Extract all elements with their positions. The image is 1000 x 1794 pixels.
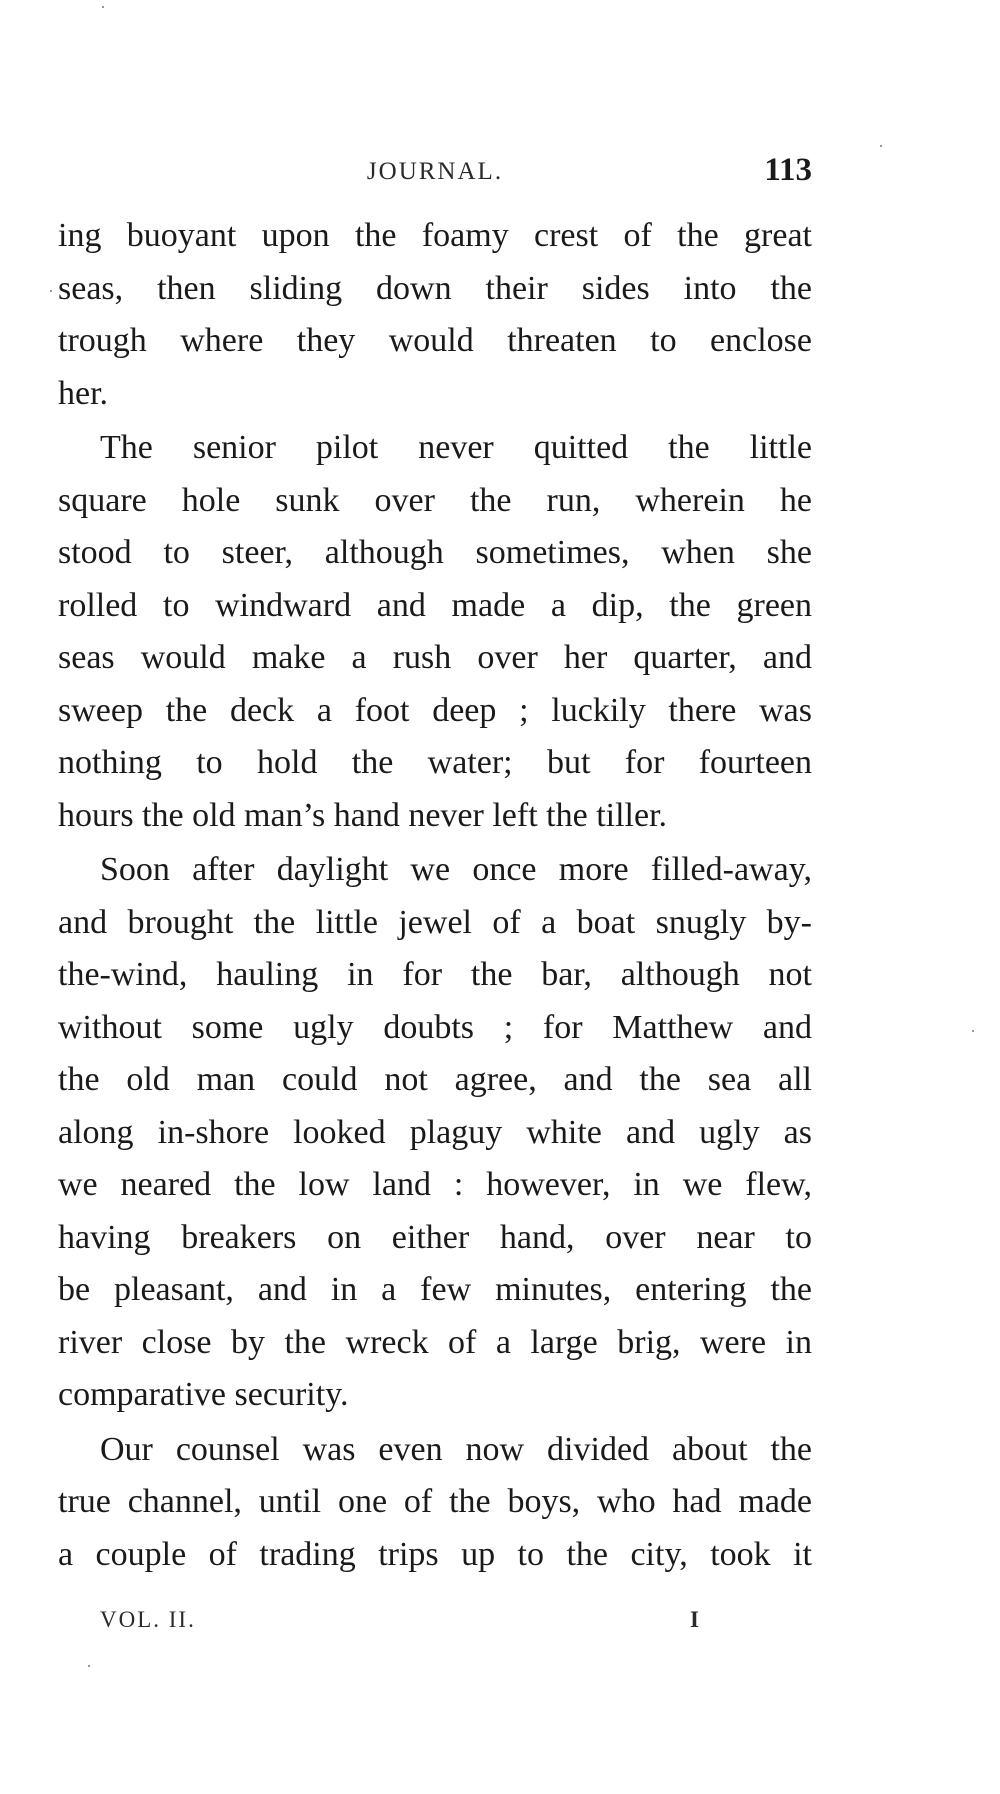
- running-title: JOURNAL.: [366, 158, 504, 185]
- print-speck: [50, 290, 52, 292]
- text-line: we neared the low land : however, in we flew,: [58, 1166, 812, 1203]
- text-line: comparative security.: [58, 1376, 349, 1413]
- print-speck: [880, 145, 882, 147]
- text-line: true channel, until one of the boys, who had made: [58, 1483, 812, 1520]
- print-speck: [102, 6, 104, 8]
- text-line: the old man could not agree, and the sea all: [58, 1061, 812, 1098]
- text-line: nothing to hold the water; but for fourteen: [58, 744, 812, 781]
- print-speck: [88, 1665, 90, 1667]
- text-line: rolled to windward and made a dip, the green: [58, 586, 812, 624]
- text-line: having breakers on either hand, over near to: [58, 1218, 812, 1256]
- signature-mark: I: [690, 1607, 699, 1632]
- text-line: along in-shore looked plaguy white and ugly as: [58, 1113, 812, 1151]
- paragraph-4: [58, 1424, 812, 1582]
- text-line: and brought the little jewel of a boat snugly by-: [58, 903, 812, 941]
- text-line: trough where they would threaten to enclose: [58, 322, 812, 359]
- page-number: 113: [764, 152, 812, 188]
- text-line: ing buoyant upon the foamy crest of the great: [58, 217, 812, 254]
- text-line: the-wind, hauling in for the bar, although not: [58, 956, 812, 993]
- text-line: seas, then sliding down their sides into the: [58, 269, 812, 307]
- text-line: The senior pilot never quitted the little: [100, 429, 812, 466]
- text-line: seas would make a rush over her quarter, and: [58, 639, 812, 676]
- text-line: stood to steer, although sometimes, when she: [58, 534, 812, 571]
- paragraph-3: [58, 844, 812, 1422]
- text-line: without some ugly doubts ; for Matthew and: [58, 1008, 812, 1046]
- signature-volume: VOL. II.: [100, 1607, 196, 1632]
- text-line: be pleasant, and in a few minutes, entering the: [58, 1271, 812, 1308]
- text-line: Soon after daylight we once more filled-away,: [100, 851, 812, 888]
- text-line: Our counsel was even now divided about the: [100, 1430, 812, 1468]
- body-text: [58, 210, 812, 1583]
- text-line: a couple of trading trips up to the city, took it: [58, 1535, 812, 1573]
- text-line: river close by the wreck of a large brig, were in: [58, 1323, 812, 1361]
- text-line: her.: [58, 374, 109, 412]
- running-head: [58, 152, 812, 192]
- text-line: sweep the deck a foot deep ; luckily there was: [58, 691, 812, 729]
- print-speck: [972, 1030, 974, 1032]
- text-line: square hole sunk over the run, wherein he: [58, 481, 812, 519]
- paragraph-2: [58, 422, 812, 842]
- page-footer: [100, 1607, 700, 1641]
- paragraph-1: [58, 210, 812, 420]
- text-line: hours the old man’s hand never left the tiller.: [58, 796, 668, 834]
